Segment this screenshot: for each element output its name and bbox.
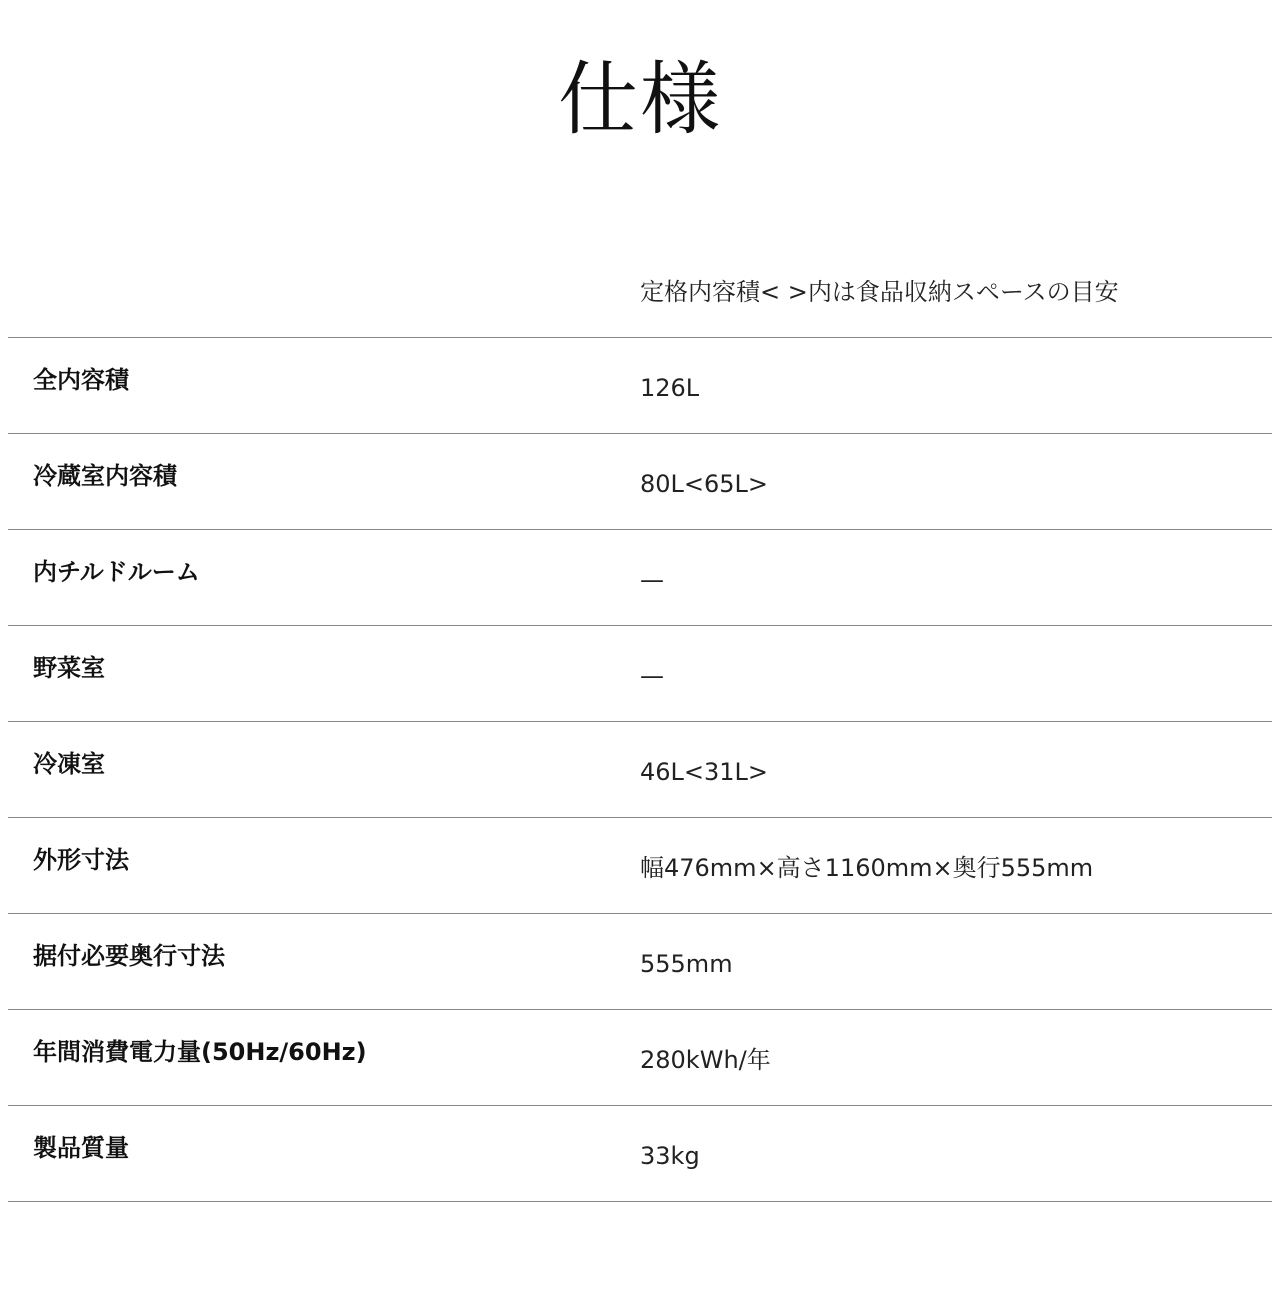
spec-row-freezer xyxy=(8,722,1272,818)
spec-label: 野菜室 xyxy=(33,654,105,682)
spec-value: 280kWh/年 xyxy=(640,1046,771,1074)
spec-value: 80L<65L> xyxy=(640,470,769,498)
spec-row-installation-depth xyxy=(8,914,1272,1010)
spec-table xyxy=(8,337,1272,1202)
spec-label: 年間消費電力量(50Hz/60Hz) xyxy=(33,1038,367,1066)
spec-value: 幅476mm×高さ1160mm×奥行555mm xyxy=(640,854,1094,882)
spec-value: 126L xyxy=(640,374,700,402)
spec-row-dimensions xyxy=(8,818,1272,914)
spec-note: 定格内容積< >内は食品収納スペースの目安 xyxy=(640,278,1119,306)
spec-row-annual-power xyxy=(8,1010,1272,1106)
spec-label: 据付必要奥行寸法 xyxy=(33,942,225,970)
spec-value: — xyxy=(640,566,664,594)
spec-value: — xyxy=(640,662,664,690)
spec-label: 外形寸法 xyxy=(33,846,129,874)
spec-label: 全内容積 xyxy=(33,366,129,394)
spec-value: 555mm xyxy=(640,950,733,978)
spec-row-vegetable-room xyxy=(8,626,1272,722)
spec-row-weight xyxy=(8,1106,1272,1202)
spec-row-total-capacity xyxy=(8,338,1272,434)
spec-value: 46L<31L> xyxy=(640,758,769,786)
spec-row-chilled-room xyxy=(8,530,1272,626)
spec-label: 冷凍室 xyxy=(33,750,105,778)
page-title: 仕様 xyxy=(558,53,722,146)
spec-label: 冷蔵室内容積 xyxy=(33,462,177,490)
spec-label: 内チルドルーム xyxy=(33,558,200,586)
spec-row-fridge-capacity xyxy=(8,434,1272,530)
spec-label: 製品質量 xyxy=(33,1134,129,1162)
spec-value: 33kg xyxy=(640,1142,700,1170)
